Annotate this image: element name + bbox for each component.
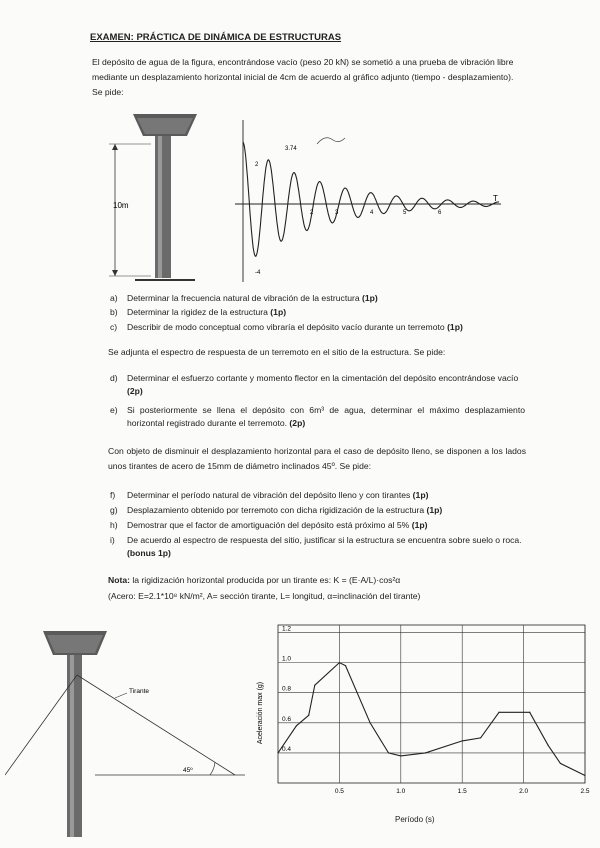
chart-x-tick-label: 1.0 — [396, 788, 406, 795]
question-h-letter: h) — [110, 520, 118, 530]
question-c-letter: c) — [110, 322, 118, 332]
chart-data-point — [480, 737, 481, 738]
axis-t-label: T — [493, 194, 498, 203]
question-i — [110, 534, 525, 560]
angle-label: 45º — [183, 767, 193, 774]
chart-y-tick-label: 0.4 — [282, 745, 292, 753]
figure-free-vibration — [95, 110, 510, 290]
question-g — [110, 504, 525, 517]
chart-data-point — [584, 775, 585, 776]
question-f-letter: f) — [110, 490, 116, 500]
question-a-text: Determinar la frecuencia natural de vibración de la estructura — [127, 293, 360, 303]
question-i-points: (bonus 1p) — [127, 548, 171, 558]
question-f-points: (1p) — [412, 490, 429, 500]
chart-data-point — [498, 712, 499, 713]
chart-data-point — [314, 685, 315, 686]
chart-data-point — [370, 722, 371, 723]
chart-data-point — [529, 712, 530, 713]
chart-data-point — [462, 740, 463, 741]
question-g-points: (1p) — [426, 505, 443, 515]
chart-data-point — [339, 662, 340, 663]
question-d-points: (2p) — [127, 386, 143, 396]
question-b-text: Determinar la rigidez de la estructura — [127, 307, 268, 317]
x-tick-2: 3 — [335, 210, 339, 216]
question-a-letter: a) — [110, 293, 118, 303]
spectrum-intro: Se adjunta el espectro de respuesta de un terremoto en el sitio de la estructura. Se pide: — [108, 347, 446, 357]
tirante-label: Tirante — [129, 688, 149, 695]
x-tick-3: 4 — [370, 210, 374, 216]
chart-data-point — [296, 725, 297, 726]
question-d — [110, 372, 525, 398]
chart-data-point — [560, 763, 561, 764]
nota-line-1 — [108, 574, 538, 587]
water-tank-drawing — [109, 114, 197, 280]
chart-y-tick-label: 1.0 — [282, 655, 292, 663]
y-tick-top: 2 — [255, 162, 259, 168]
question-i-letter: i) — [110, 535, 115, 545]
chart-ylabel: Aceleración max (g) — [257, 681, 264, 745]
nota-label: Nota: — [108, 575, 130, 585]
chart-x-tick-label: 0.5 — [334, 788, 344, 795]
chart-x-tick-label: 2.5 — [580, 788, 590, 795]
intro-paragraph: El depósito de agua de la figura, encontrándose vacío (peso 20 kN) se sometió a una prueba de vibración libre mediante un desplazamiento horizontal inicial de 4cm de acuerdo al gráfico adjunto (tiempo - desplazamiento). Se pide: — [92, 57, 514, 97]
chart-data-point — [277, 752, 278, 753]
chart-data-point — [425, 752, 426, 753]
height-label: 10m — [113, 201, 129, 210]
chart-data-point — [308, 715, 309, 716]
chart-y-tick-label: 1.2 — [282, 625, 292, 633]
chart-x-tick-label: 2.0 — [519, 788, 529, 795]
chart-data-point — [548, 745, 549, 746]
question-h-text: Demostrar que el factor de amortiguación del depósito está próximo al 5% — [127, 520, 410, 530]
question-e-letter: e) — [110, 405, 118, 415]
question-h-points: (1p) — [411, 520, 428, 530]
chart-xlabel: Período (s) — [395, 815, 435, 824]
question-g-text: Desplazamiento obtenido por terremoto con dicha rigidización de la estructura — [127, 505, 425, 515]
chart-y-tick-label: 0.8 — [282, 685, 292, 693]
displacement-time-graph — [235, 120, 501, 282]
response-spectrum-chart — [250, 615, 595, 820]
tirantes-intro: Con objeto de disminuir el desplazamiento horizontal para el caso de depósito lleno, se disponen a los lados unos tirantes de acero de 15mm de diámetro inclinados 45º. Se pide: — [108, 446, 526, 471]
chart-x-tick-label: 1.5 — [457, 788, 467, 795]
question-d-letter: d) — [110, 373, 118, 383]
nota-line-2: (Acero: E=2.1*10⁸ kN/m², A= sección tirante, L= longitud, α=inclinación del tirante) — [108, 591, 421, 601]
question-b-letter: b) — [110, 307, 118, 317]
chart-data-point — [388, 752, 389, 753]
nota-text: la rigidización horizontal producida por un tirante es: K = (E·A/L)·cos²α — [132, 575, 401, 585]
question-g-letter: g) — [110, 505, 118, 515]
question-d-text: Determinar el esfuerzo cortante y momento flector en la cimentación del depósito encontrándose vacío — [127, 373, 519, 383]
question-i-text: De acuerdo al espectro de respuesta del sitio, justificar si la estructura se encuentra sobre suelo o roca. — [127, 535, 522, 545]
spectrum-series-line — [278, 663, 585, 776]
question-b — [110, 306, 540, 319]
chart-data-point — [400, 755, 401, 756]
question-c — [110, 321, 540, 334]
chart-y-tick-label: 0.6 — [282, 715, 292, 723]
chart-frame — [278, 625, 585, 783]
question-e-points: (2p) — [289, 418, 306, 428]
exam-title: EXAMEN: PRÁCTICA DE DINÁMICA DE ESTRUCTURAS — [90, 32, 342, 43]
chart-data-point — [345, 665, 346, 666]
y-tick-bottom: -4 — [255, 270, 261, 276]
question-f — [110, 489, 525, 502]
question-c-text: Describir de modo conceptual como vibraría el depósito vacío durante un terremoto — [127, 322, 445, 332]
question-a — [110, 292, 540, 305]
question-c-points: (1p) — [447, 322, 463, 332]
figure-tank-with-tirantes — [5, 625, 260, 840]
question-b-points: (1p) — [270, 307, 287, 317]
question-e — [110, 404, 525, 430]
question-a-points: (1p) — [362, 293, 378, 303]
question-f-text: Determinar el período natural de vibración del depósito lleno y con tirantes — [127, 490, 411, 500]
x-tick-5: 6 — [438, 210, 442, 216]
question-e-text: Si posteriormente se llena el depósito con 6m³ de agua, determinar el máximo desplazamiento horizontal registrado durante el terremoto. — [127, 405, 525, 428]
peak-label: 3.74 — [285, 146, 297, 152]
x-tick-4: 5 — [403, 210, 407, 216]
x-tick-1: 2 — [310, 210, 314, 216]
question-h — [110, 519, 525, 532]
